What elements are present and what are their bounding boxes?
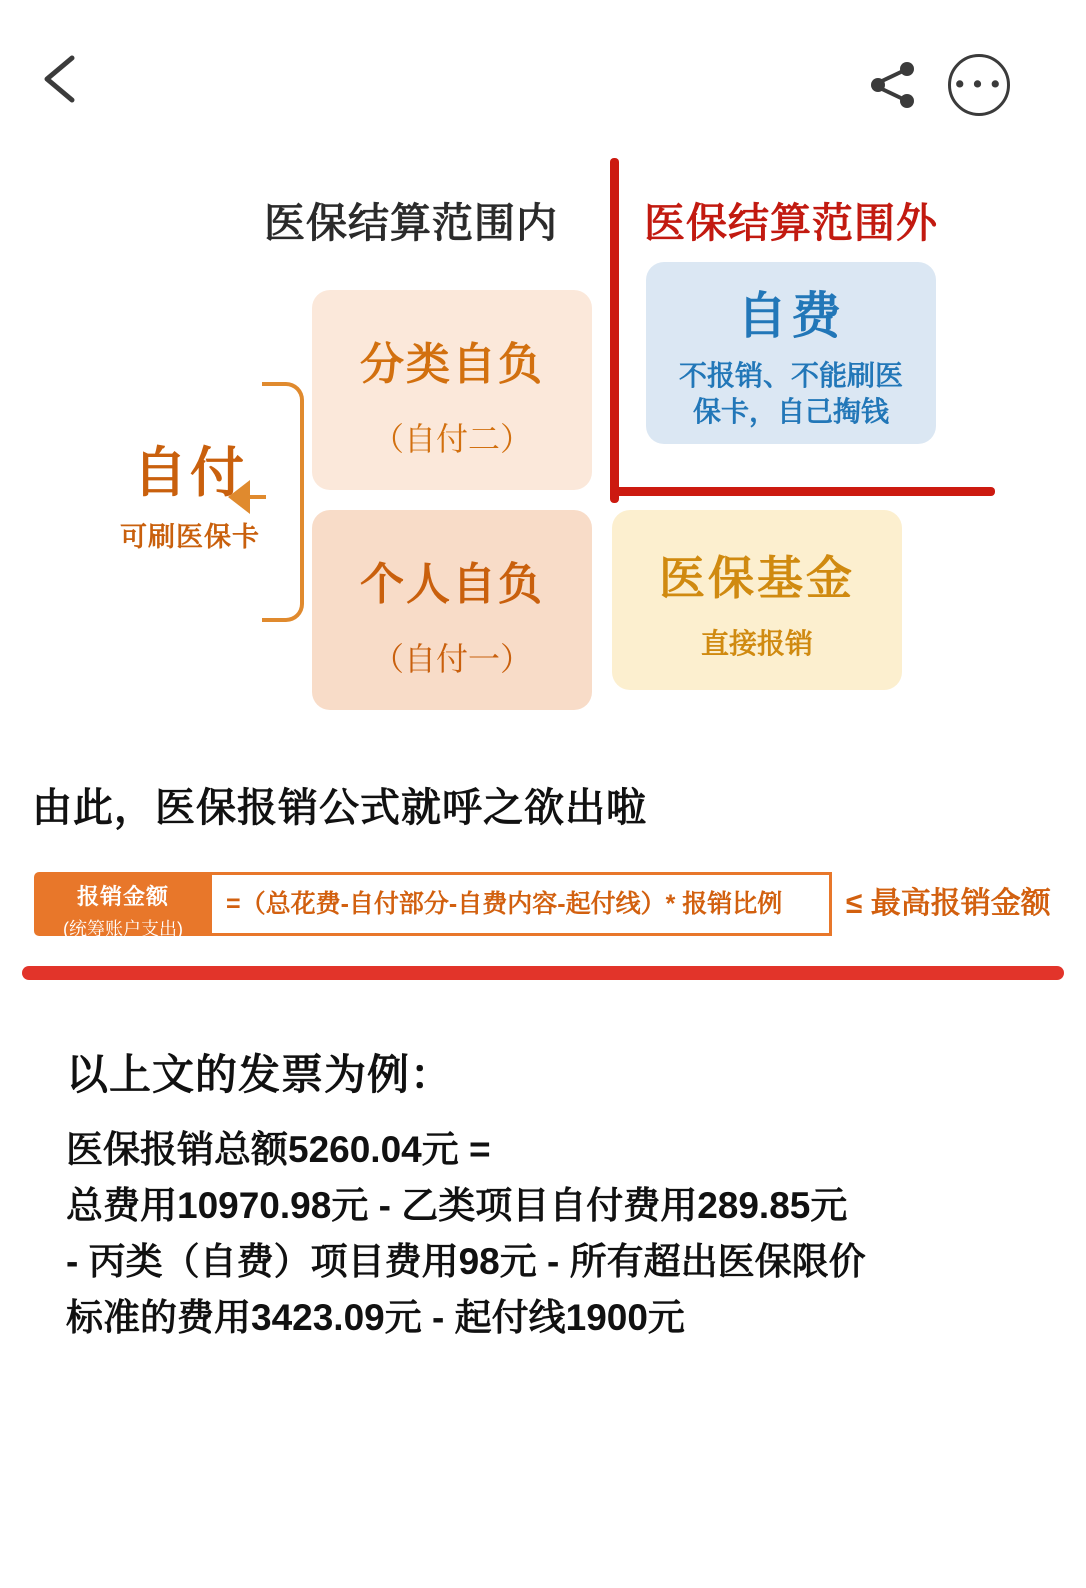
red-divider-vertical (610, 158, 619, 503)
formula-tag-line2: (统筹账户支出) (63, 919, 183, 939)
box-title: 个人自负 (360, 560, 544, 609)
box-title: 医保基金 (659, 552, 855, 604)
bracket-stem (248, 495, 266, 499)
back-button[interactable] (38, 52, 84, 106)
formula-lead-text: 由此，医保报销公式就呼之欲出啦 (32, 786, 647, 830)
box-out-of-pocket (646, 262, 936, 444)
red-divider-horizontal (610, 487, 995, 496)
box-title: 自费 (737, 288, 845, 344)
formula-tag-line1: 报销金额 (76, 884, 169, 909)
more-options-button[interactable] (948, 54, 1010, 116)
example-line: 医保报销总额5260.04元 = (66, 1129, 491, 1170)
red-separator-bar (22, 966, 1064, 980)
chevron-left-icon (38, 52, 84, 106)
share-button[interactable] (866, 58, 920, 112)
reimbursement-formula (34, 872, 1051, 939)
formula-cap-note: ≤ 最高报销金额 (846, 887, 1051, 920)
formula-tag (34, 872, 212, 939)
diagram-header-outside: 医保结算范围外 (644, 200, 938, 246)
more-options-icon: ••• (952, 70, 1006, 99)
top-navigation-bar (0, 0, 1086, 150)
example-body (66, 1122, 1026, 1346)
box-subtitle: 直接报销 (700, 628, 813, 659)
box-subtitle (646, 358, 936, 430)
example-line: 标准的费用3423.09元 - 起付线1900元 (66, 1297, 685, 1338)
example-line: 总费用10970.98元 - 乙类项目自付费用289.85元 (66, 1185, 848, 1226)
box-subtitle-line2: 保卡，自己掏钱 (692, 396, 889, 427)
diagram-header-inside: 医保结算范围内 (264, 200, 558, 246)
bracket-shape (262, 382, 304, 622)
box-classified-self-burden (312, 290, 592, 490)
self-pay-title: 自付 (133, 443, 247, 503)
box-personal-self-burden (312, 510, 592, 710)
insurance-scope-diagram (0, 150, 1086, 750)
box-subtitle: （自付二） (371, 421, 532, 457)
share-icon (866, 58, 920, 112)
formula-expression: =（总花费-自付部分-自费内容-起付线）* 报销比例 (212, 872, 832, 936)
box-insurance-fund (612, 510, 902, 690)
box-subtitle: （自付一） (371, 641, 532, 677)
self-pay-label-group (100, 430, 280, 554)
box-title: 分类自负 (360, 340, 544, 389)
example-title: 以上文的发票为例： (66, 1051, 454, 1098)
self-pay-subtitle: 可刷医保卡 (120, 522, 260, 552)
example-line: - 丙类（自费）项目费用98元 - 所有超出医保限价 (66, 1241, 866, 1282)
bracket-arrow-icon (228, 480, 250, 514)
box-subtitle-line1: 不报销、不能刷医 (678, 360, 903, 391)
